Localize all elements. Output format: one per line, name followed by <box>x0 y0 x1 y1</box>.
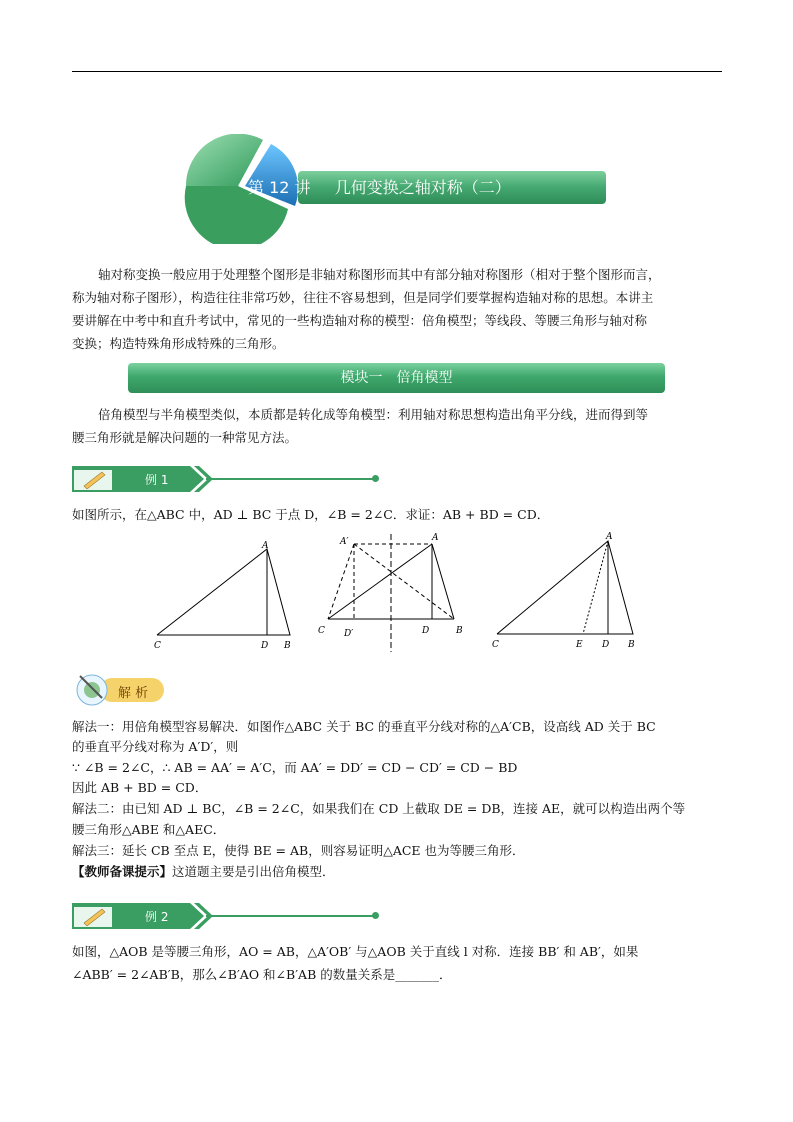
fig3-label-b: B <box>628 640 635 650</box>
fig2-label-c: C <box>318 626 325 636</box>
teacher-tip <box>72 862 335 882</box>
example2-label: 例 2 <box>145 910 169 924</box>
fig1-label-d: D <box>261 641 269 651</box>
solution2-line: 腰三角形△ABE 和△AEC． <box>72 822 226 837</box>
fig3-label-e: E <box>576 640 583 650</box>
title-number: 第 12 讲 <box>248 178 311 197</box>
intro-line: 轴对称变换一般应用于处理整个图形是非轴对称图形而其中有部分轴对称图形（相对于整个图形而言， <box>98 267 661 282</box>
fig3-label-d: D <box>602 640 610 650</box>
example1-label: 例 1 <box>145 473 169 487</box>
fig1-label-a: A <box>262 541 269 551</box>
fig2-label-b: B <box>456 626 463 636</box>
fig3-label-c: C <box>492 640 499 650</box>
intro-line: 变换；构造特殊角形成特殊的三角形。 <box>72 336 285 351</box>
module-intro <box>72 403 724 449</box>
analysis-label: 解 析 <box>118 686 149 701</box>
header-rule <box>72 71 722 72</box>
example1-problem: 如图所示，在△ABC 中，AD ⊥ BC 于点 D，∠B = 2∠C．求证：AB + BD = CD． <box>72 507 550 522</box>
figure-1 <box>150 538 300 653</box>
example2-badge <box>72 903 212 929</box>
teacher-tip-text: 这道题主要是引出倍角模型． <box>172 864 335 879</box>
intro-line: 称为轴对称子图形），构造往往非常巧妙，往往不容易想到，但是同学们要掌握构造轴对称的思想。本讲主 <box>72 290 654 305</box>
module-line: 腰三角形就是解决问题的一种常见方法。 <box>72 430 298 445</box>
example2-rule-dot <box>372 912 379 919</box>
intro-line: 要讲解在中考中和直升考试中，常见的一些构造轴对称的模型：倍角模型；等线段、等腰三角形与轴对称 <box>72 313 648 328</box>
example1-badge <box>72 466 212 492</box>
intro-paragraph <box>72 263 724 355</box>
teacher-tip-label: 【教师备课提示】 <box>72 864 173 879</box>
fig1-label-b: B <box>284 641 291 651</box>
page-title <box>248 175 511 198</box>
fig2-label-a: A <box>432 533 439 543</box>
example2-line: ∠ABB′ = 2∠AB′B，那么∠B′AO 和∠B′AB 的数量关系是_______． <box>72 967 452 982</box>
fig1-label-c: C <box>154 641 161 651</box>
fig2-label-d-prime: D′ <box>344 629 354 639</box>
solution1-line: ∵ ∠B = 2∠C，∴ AB = AA′ = A′C，而 AA′ = DD′ = CD − CD′ = CD − BD <box>72 760 518 775</box>
example2-line: 如图，△AOB 是等腰三角形，AO = AB，△A′OB′ 与△AOB 关于直线 l 对称．连接 BB′ 和 AB′，如果 <box>72 944 639 959</box>
module-line: 倍角模型与半角模型类似，本质都是转化成等角模型：利用轴对称思想构造出角平分线，进而得到等 <box>98 407 649 422</box>
figure-3 <box>488 530 648 654</box>
example2-rule <box>206 915 374 917</box>
fig2-label-d: D <box>422 626 430 636</box>
solution3-line: 解法三：延长 CB 至点 E，使得 BE = AB，则容易证明△ACE 也为等腰三角形． <box>72 843 525 858</box>
example1-rule-dot <box>372 475 379 482</box>
solution1-line: 的垂直平分线对称为 A′D′，则 <box>72 739 239 754</box>
example1-rule <box>206 478 374 480</box>
solution1-line: 因此 AB + BD = CD． <box>72 780 208 795</box>
module-title-bar: 模块一 倍角模型 <box>128 363 665 393</box>
fig3-label-a: A <box>606 532 613 542</box>
figure-2 <box>314 532 474 654</box>
title-text: 几何变换之轴对称（二） <box>334 178 511 197</box>
solution2-line: 解法二：由已知 AD ⊥ BC，∠B = 2∠C，如果我们在 CD 上截取 DE = DB，连接 AE，就可以构造出两个等 <box>72 801 686 816</box>
solution1-line: 解法一：用倍角模型容易解决．如图作△ABC 关于 BC 的垂直平分线对称的△A′CB，设高线 AD 关于 BC <box>72 719 656 734</box>
fig2-label-a-prime: A′ <box>340 537 349 547</box>
